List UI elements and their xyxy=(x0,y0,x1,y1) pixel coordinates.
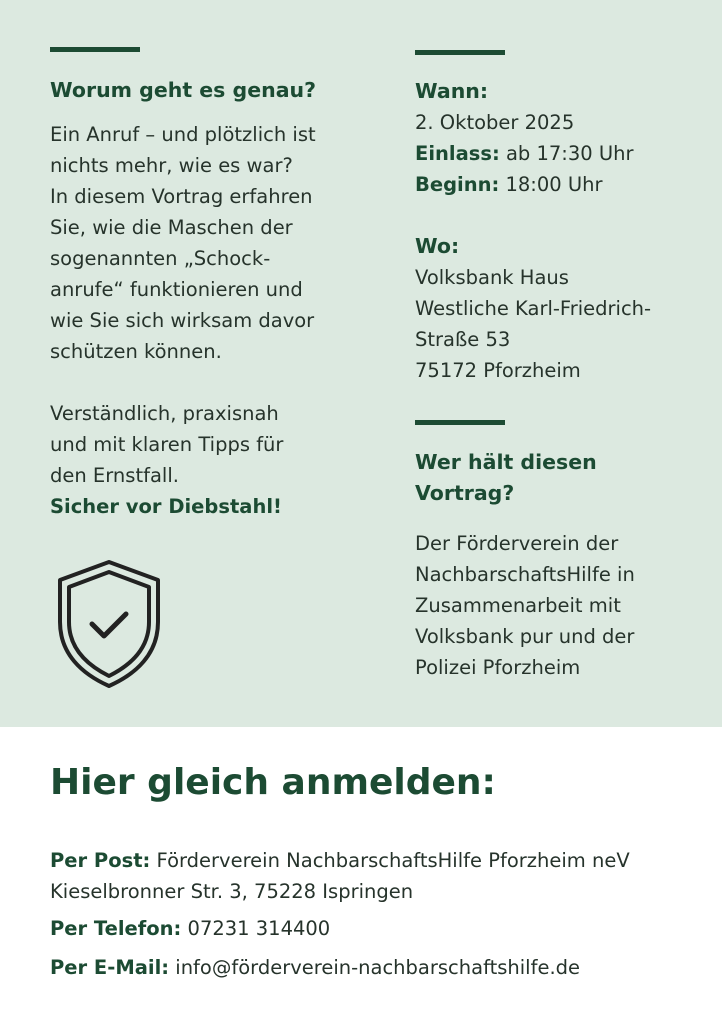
outro-line: und mit klaren Tipps für xyxy=(50,433,284,456)
intro-line: Sie, wie die Maschen der xyxy=(50,216,293,239)
intro-line: In diesem Vortrag erfahren xyxy=(50,185,313,208)
post-line xyxy=(50,845,630,876)
phone-value[interactable]: 07231 314400 xyxy=(181,917,331,940)
intro-line: sogenannten „Schock- xyxy=(50,247,271,270)
divider-bar xyxy=(415,50,505,55)
who-line: Der Förderverein der xyxy=(415,532,619,555)
start-label: Beginn: xyxy=(415,173,500,196)
when-heading: Wann: xyxy=(415,79,489,103)
intro-line: anrufe“ funktionieren und xyxy=(50,278,303,301)
address-line: 75172 Pforzheim xyxy=(415,359,581,382)
divider-bar xyxy=(415,420,505,425)
when-section xyxy=(415,76,651,386)
address-line: Volksbank Haus xyxy=(415,266,569,289)
entry-label: Einlass: xyxy=(415,142,500,165)
email-line xyxy=(50,952,580,983)
who-line: Zusammenarbeit mit xyxy=(415,594,621,617)
event-date: 2. Oktober 2025 xyxy=(415,111,575,134)
intro-line: Ein Anruf – und plötzlich ist xyxy=(50,123,316,146)
post-value: Förderverein NachbarschaftsHilfe Pforzheim neV xyxy=(150,849,630,872)
email-label: Per E-Mail: xyxy=(50,956,170,979)
register-title: Hier gleich anmelden: xyxy=(50,762,496,803)
who-line: Volksbank pur und der xyxy=(415,625,635,648)
where-heading: Wo: xyxy=(415,234,460,258)
intro-line: schützen können. xyxy=(50,340,222,363)
who-line: NachbarschaftsHilfe in xyxy=(415,563,635,586)
intro-line: nichts mehr, wie es war? xyxy=(50,154,293,177)
post-address: Kieselbronner Str. 3, 75228 Ispringen xyxy=(50,880,414,903)
address-line: Straße 53 xyxy=(415,328,511,351)
slogan: Sicher vor Diebstahl! xyxy=(50,495,282,518)
address-line: Westliche Karl-Friedrich- xyxy=(415,297,652,320)
shield-check-icon xyxy=(56,558,162,690)
who-heading: Vortrag? xyxy=(415,481,515,505)
who-heading: Wer hält diesen xyxy=(415,450,597,474)
start-value: 18:00 Uhr xyxy=(499,173,603,196)
email-value[interactable]: info@förderverein-nachbarschaftshilfe.de xyxy=(169,956,581,979)
who-line: Polizei Pforzheim xyxy=(415,656,581,679)
who-section xyxy=(415,447,635,683)
start-time xyxy=(415,169,651,200)
outro-line: Verständlich, praxisnah xyxy=(50,402,279,425)
entry-value: ab 17:30 Uhr xyxy=(499,142,634,165)
divider-bar xyxy=(50,47,140,52)
about-heading: Worum geht es genau? xyxy=(50,78,317,102)
post-label: Per Post: xyxy=(50,849,151,872)
intro-line: wie Sie sich wirksam davor xyxy=(50,309,315,332)
phone-label: Per Telefon: xyxy=(50,917,182,940)
phone-line xyxy=(50,913,330,944)
about-section xyxy=(50,75,316,522)
entry-time xyxy=(415,138,651,169)
outro-line: den Ernstfall. xyxy=(50,464,179,487)
